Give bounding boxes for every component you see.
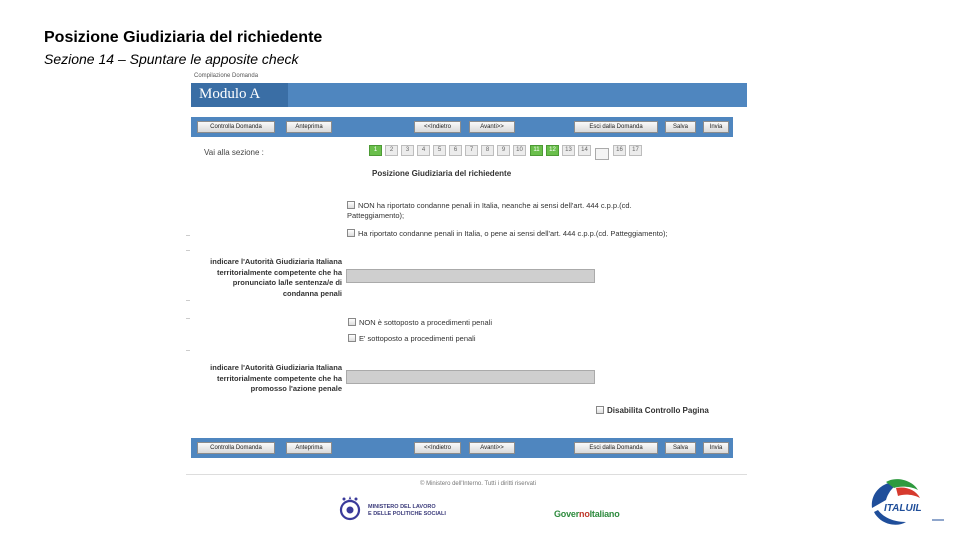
invia-button[interactable]: Invia [703,121,729,133]
gov-logo-part: Gover [554,509,580,519]
si-procedimenti-checkbox[interactable] [348,334,356,342]
governo-italiano-logo [554,509,620,519]
no-condanne-label-line2: Patteggiamento); [347,211,405,220]
ministry-line: MINISTERO DEL LAVORO [368,504,436,510]
section-heading: Posizione Giudiziaria del richiedente [372,169,512,178]
ministry-emblem-icon [338,494,362,522]
no-condanne-label-line1: NON ha riportato condanne penali in Italia, neanche ai sensi dell'art. 444 c.p.p.(cd. [358,201,632,210]
section-link-16[interactable]: 16 [613,145,626,156]
divider [186,318,190,319]
section-link-9[interactable]: 9 [497,145,510,156]
section-link-11[interactable]: 11 [530,145,543,156]
esci-domanda-button[interactable]: Esci dalla Domanda [574,442,658,454]
footer-divider [186,474,747,475]
section-link-4[interactable]: 4 [417,145,430,156]
section-link-5[interactable]: 5 [433,145,446,156]
esci-domanda-button[interactable]: Esci dalla Domanda [574,121,658,133]
breadcrumb: Compilazione Domanda [194,73,259,79]
option-si-procedimenti [348,334,648,344]
option-no-procedimenti [348,318,648,328]
section-link-7[interactable]: 7 [465,145,478,156]
gov-logo-part: no [579,509,590,519]
indietro-button[interactable]: <<Indietro [414,442,461,454]
indietro-button[interactable]: <<Indietro [414,121,461,133]
slide-title: Posizione Giudiziaria del richiedente [44,29,323,46]
gov-logo-part: Italiano [589,509,620,519]
section-link-12[interactable]: 12 [546,145,559,156]
authority-label-line: indicare l'Autorità Giudiziaria Italiana [210,363,342,372]
option-no-condanne [347,201,737,221]
salva-button[interactable]: Salva [665,121,696,133]
divider [186,300,190,301]
si-procedimenti-label: E' sottoposto a procedimenti penali [359,334,476,343]
anteprima-button[interactable]: Anteprima [286,442,332,454]
disable-check-option [596,406,709,415]
ministry-name [368,504,446,517]
si-condanne-checkbox[interactable] [347,229,355,237]
anteprima-button[interactable]: Anteprima [286,121,332,133]
no-procedimenti-label: NON è sottoposto a procedimenti penali [359,318,492,327]
authority-label-line: pronunciato la/le sentenza/e di [232,278,342,287]
module-header [191,83,747,107]
authority-procedimenti-input[interactable] [346,370,595,384]
authority-label-line: territorialmente competente che ha [216,267,342,277]
authority-label-line: indicare l'Autorità Giudiziaria Italiana [210,257,342,266]
ministry-line: E DELLE POLITICHE SOCIALI [368,510,446,517]
italuil-brand: ITALUIL [884,503,922,514]
avanti-button[interactable]: Avanti>> [469,121,515,133]
divider [186,350,190,351]
no-condanne-checkbox[interactable] [347,201,355,209]
disable-check-label: Disabilita Controllo Pagina [607,406,709,415]
toolbar-top [191,117,733,137]
copyright-text: © Ministero dell'Interno. Tutti i diritti riservati [420,481,536,487]
section-link-13[interactable]: 13 [562,145,575,156]
authority-label-line: condanna penali [282,288,342,298]
invia-button[interactable]: Invia [703,442,729,454]
section-link-current[interactable] [595,148,609,160]
authority-label-line: territorialmente competente che ha [216,373,342,383]
divider [186,235,190,236]
section-link-8[interactable]: 8 [481,145,494,156]
si-condanne-label: Ha riportato condanne penali in Italia, o pene ai sensi dell'art. 444 c.p.p.(cd. Patteggiamento); [358,229,668,238]
controlla-domanda-button[interactable]: Controlla Domanda [197,121,275,133]
divider [186,250,190,251]
disable-check-checkbox[interactable] [596,406,604,414]
section-link-6[interactable]: 6 [449,145,462,156]
slide-subtitle: Sezione 14 – Spuntare le apposite check [44,51,299,67]
module-tab [191,83,288,107]
section-link-2[interactable]: 2 [385,145,398,156]
module-title: Modulo A [199,86,261,102]
toolbar-bottom [191,438,733,458]
salva-button[interactable]: Salva [665,442,696,454]
avanti-button[interactable]: Avanti>> [469,442,515,454]
controlla-domanda-button[interactable]: Controlla Domanda [197,442,275,454]
section-link-1[interactable]: 1 [369,145,382,156]
authority-label-line: promosso l'azione penale [250,384,342,393]
no-procedimenti-checkbox[interactable] [348,318,356,326]
goto-section-label: Vai alla sezione : [204,148,264,157]
authority-label-procedimenti [191,363,342,395]
option-si-condanne [347,229,737,239]
section-link-3[interactable]: 3 [401,145,414,156]
section-link-17[interactable]: 17 [629,145,642,156]
section-link-14[interactable]: 14 [578,145,591,156]
authority-label-condanne [191,257,342,299]
authority-condanne-input[interactable] [346,269,595,283]
section-link-10[interactable]: 10 [513,145,526,156]
